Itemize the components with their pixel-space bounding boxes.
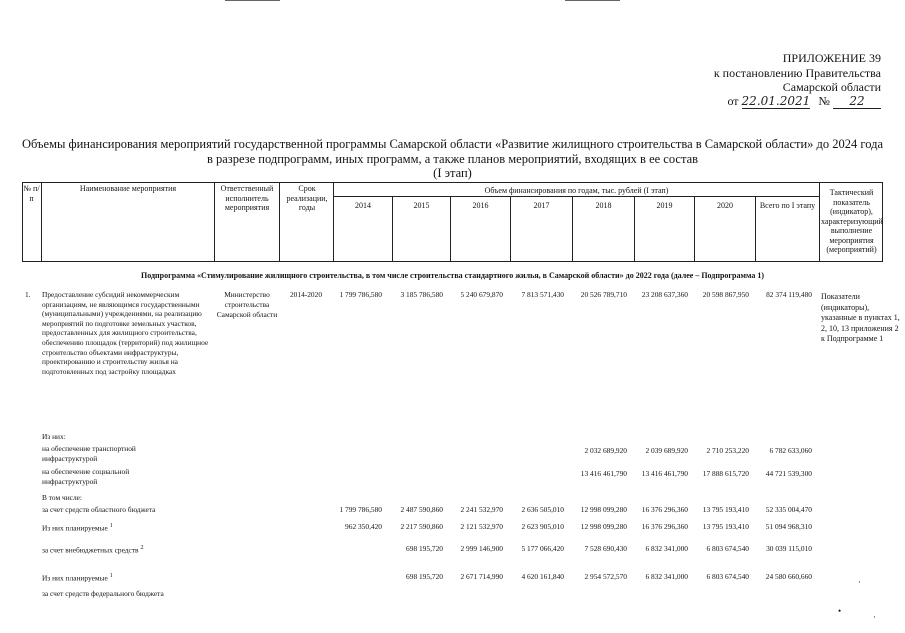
sub-row-value: 6 803 674,540 bbox=[706, 544, 749, 553]
row-executor: Министерство строительства Самарской области bbox=[216, 290, 278, 319]
sub-row-label: Из них: bbox=[42, 432, 66, 441]
sub-row-value: 17 888 615,720 bbox=[702, 469, 749, 478]
appendix-date-line bbox=[727, 94, 881, 109]
row-value-2014: 1 799 786,580 bbox=[339, 290, 382, 299]
sub-row-value: 6 832 341,000 bbox=[645, 572, 688, 581]
scan-speck: • bbox=[838, 606, 842, 616]
row-value-2017: 7 813 571,430 bbox=[521, 290, 564, 299]
row-value-total: 82 374 119,480 bbox=[766, 290, 812, 299]
sub-row-value: 2 241 532,970 bbox=[460, 505, 503, 514]
sub-row-value: 2 710 253,220 bbox=[706, 446, 749, 455]
header-name: Наименование мероприятия bbox=[79, 184, 177, 193]
sub-row-value: 13 416 461,790 bbox=[580, 469, 627, 478]
header-year-2015: 2015 bbox=[413, 201, 430, 210]
sub-row-label: на обеспечение транспортной инфраструктурой bbox=[42, 444, 136, 463]
sub-row-label: В том числе: bbox=[42, 493, 82, 502]
footnote-mark: 1 bbox=[109, 523, 113, 529]
sub-row-value: 698 195,720 bbox=[406, 544, 443, 553]
sub-row-value: 2 671 714,990 bbox=[460, 572, 503, 581]
footnote-mark: 2 bbox=[140, 545, 144, 551]
sub-row-label-wrap bbox=[42, 522, 113, 533]
header-year-2018: 2018 bbox=[595, 201, 612, 210]
header-year-2016: 2016 bbox=[472, 201, 489, 210]
scan-speck: · bbox=[858, 577, 861, 587]
row-value-2020: 20 598 867,950 bbox=[702, 290, 749, 299]
sub-row-value: 2 636 505,010 bbox=[521, 505, 564, 514]
sub-row-value: 24 580 660,660 bbox=[765, 572, 812, 581]
sub-row-value: 1 799 786,580 bbox=[339, 505, 382, 514]
sub-row-value: 962 350,420 bbox=[345, 522, 382, 531]
sub-row-value: 44 721 539,300 bbox=[765, 469, 812, 478]
sub-row-value: 13 795 193,410 bbox=[702, 522, 749, 531]
appendix-region: Самарской области bbox=[782, 80, 881, 94]
sub-row-value: 2 623 905,010 bbox=[521, 522, 564, 531]
sub-row-label: Из них планируемые bbox=[42, 573, 108, 583]
date-value: 22.01.2021 bbox=[741, 94, 811, 108]
header-executor: Ответственный исполнитель мероприятия bbox=[220, 184, 274, 212]
row-value-2015: 3 185 786,580 bbox=[400, 290, 443, 299]
row-name: Предоставление субсидий некоммерческим организациям, не являющимся государственными (муниципальными) учреждениями, на реализацию мероприятий по подготовке земельных участков, предоставленных для жилищного строительства, обеспечению площадок (территорий) под жилищное строительство объектами инфраструктуры, проектированию и строительству жилья на подготовленных под застройку площадках bbox=[42, 290, 209, 376]
sub-row-value: 52 335 004,470 bbox=[765, 505, 812, 514]
sub-row-value: 2 032 689,920 bbox=[584, 446, 627, 455]
sub-row-value: 6 832 341,000 bbox=[645, 544, 688, 553]
sub-row-value: 12 998 099,280 bbox=[580, 505, 627, 514]
number-prefix: № bbox=[818, 94, 830, 108]
header-num: № п/п bbox=[23, 184, 40, 203]
row-num: 1. bbox=[25, 290, 31, 299]
header-total: Всего по I этапу bbox=[759, 201, 816, 210]
sub-row-value: 13 416 461,790 bbox=[641, 469, 688, 478]
sub-row-value: 16 376 296,360 bbox=[641, 522, 688, 531]
document-title: Объемы финансирования мероприятий государственной программы Самарской области «Развитие жилищного строительства в Самарской области» до 2024 года bbox=[21, 137, 883, 151]
sub-row-label: Из них планируемые bbox=[42, 523, 108, 533]
number-value: 22 bbox=[833, 94, 881, 109]
scan-rule bbox=[225, 0, 280, 1]
row-value-2016: 5 240 679,870 bbox=[460, 290, 503, 299]
sub-row-value: 16 376 296,360 bbox=[641, 505, 688, 514]
sub-row-value: 13 795 193,410 bbox=[702, 505, 749, 514]
sub-row-value: 2 954 572,570 bbox=[584, 572, 627, 581]
appendix-title: ПРИЛОЖЕНИЕ 39 bbox=[782, 51, 881, 65]
sub-row-label: на обеспечение социальной инфраструктурой bbox=[42, 467, 130, 486]
sub-row-label: за счет внебюджетных средств bbox=[42, 545, 139, 555]
sub-row-value: 5 177 066,420 bbox=[521, 544, 564, 553]
subprogram-title: Подпрограмма «Стимулирование жилищного строительства, в том числе строительства стандартного жилья, в Самарской области» до 2022 года (далее – Подпрограмма 1) bbox=[141, 271, 764, 280]
header-year-2014: 2014 bbox=[355, 201, 371, 210]
sub-row-label-wrap bbox=[42, 544, 144, 555]
sub-row-value: 4 620 161,840 bbox=[521, 572, 564, 581]
scan-speck: · bbox=[873, 612, 876, 622]
footnote-mark: 1 bbox=[109, 573, 113, 579]
sub-row-value: 12 998 099,280 bbox=[580, 522, 627, 531]
header-year-2017: 2017 bbox=[533, 201, 550, 210]
scan-rule bbox=[565, 0, 620, 1]
sub-row-value: 2 121 532,970 bbox=[460, 522, 503, 531]
sub-row-value: 51 094 968,310 bbox=[765, 522, 812, 531]
row-value-2018: 20 526 789,710 bbox=[580, 290, 627, 299]
header-funding: Объем финансирования по годам, тыс. рублей (I этап) bbox=[484, 186, 669, 195]
document-stage: (I этап) bbox=[433, 166, 472, 180]
sub-row-label: за счет средств федерального бюджета bbox=[42, 589, 164, 598]
date-prefix: от bbox=[727, 94, 739, 108]
sub-row-value: 2 039 689,920 bbox=[645, 446, 688, 455]
sub-row-value: 698 195,720 bbox=[406, 572, 443, 581]
sub-row-value: 30 039 115,010 bbox=[766, 544, 812, 553]
sub-row-value: 2 217 590,860 bbox=[400, 522, 443, 531]
sub-row-value: 6 803 674,540 bbox=[706, 572, 749, 581]
header-year-2020: 2020 bbox=[717, 201, 733, 210]
row-indicator: Показатели (индикаторы), указанные в пунктах 1, 2, 10, 13 приложения 2 к Подпрограмме 1 bbox=[821, 292, 900, 343]
header-term: Срок реализации, годы bbox=[286, 184, 328, 212]
row-value-2019: 23 208 637,360 bbox=[641, 290, 688, 299]
sub-row-label: за счет средств областного бюджета bbox=[42, 505, 156, 514]
row-term: 2014-2020 bbox=[289, 290, 323, 299]
sub-row-value: 2 999 146,900 bbox=[460, 544, 503, 553]
header-indicator: Тактический показатель (индикатор), характеризующий выполнение мероприятия (мероприятий) bbox=[821, 188, 883, 254]
appendix-resolution: к постановлению Правительства bbox=[713, 66, 881, 80]
sub-row-label-wrap bbox=[42, 572, 113, 583]
header-year-2019: 2019 bbox=[656, 201, 673, 210]
document-subtitle: в разрезе подпрограмм, иных программ, а также планов мероприятий, входящих в ее состав bbox=[206, 152, 699, 166]
sub-row-value: 2 487 590,860 bbox=[400, 505, 443, 514]
sub-row-value: 7 528 690,430 bbox=[584, 544, 627, 553]
sub-row-value: 6 782 633,060 bbox=[769, 446, 812, 455]
